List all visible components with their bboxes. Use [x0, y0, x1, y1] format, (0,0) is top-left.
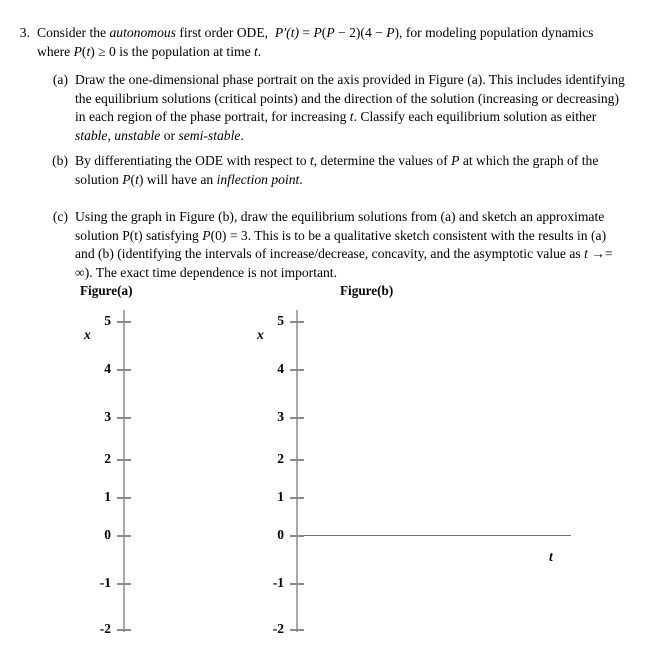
tick-label-b-3: 3: [277, 409, 284, 424]
tick-label-a-neg2: -2: [99, 621, 111, 636]
tick-mark-a-neg1: [117, 583, 131, 585]
tick-mark-b-1: [290, 497, 304, 499]
ode-equation: P′(t): [274, 25, 299, 40]
tick-mark-b-5: [290, 321, 304, 323]
problem-3-row: [14, 24, 626, 61]
tick-label-b-4: 4: [277, 361, 284, 376]
tick-mark-b-2: [290, 459, 304, 461]
tick-mark-b-4: [290, 369, 304, 371]
problem-part-b-row: [44, 152, 626, 189]
term-autonomous: autonomous: [109, 25, 176, 40]
tick-label-a-neg1: -1: [99, 575, 111, 590]
part-b-text: By differentiating the ODE with respect to t, determine the values of P at which the graph of the solution P(t) will have an inflection point.: [75, 153, 599, 187]
tick-mark-b-neg2: [290, 629, 304, 631]
tick-label-a-5: 5: [104, 313, 111, 328]
part-a-text: Draw the one-dimensional phase portrait on the axis provided in Figure (a). This includes identifying the equilibrium solutions (critical points) and the direction of the solution (increasing or decreasing) in each region of the phase portrait, for increasing t. Classify each equilibrium solution as either stable, unstable or semi-stable.: [75, 72, 625, 143]
part-c-text: Using the graph in Figure (b), draw the equilibrium solutions from (a) and sketch an approximate solution P(t) satisfying P(0) = 3. This is to be a qualitative sketch consistent with the results in (a) and (b) (identifying the intervals of increase/decrease, concavity, and the asymptotic value as t →= ∞). The exact time dependence is not important.: [75, 209, 613, 280]
horizontal-axis-line-b: [297, 535, 571, 536]
tick-mark-a-2: [117, 459, 131, 461]
tick-label-a-2: 2: [104, 451, 111, 466]
problem-part-c-row: [44, 208, 626, 282]
part-c-label: (c): [52, 209, 68, 224]
tick-label-b-5: 5: [277, 313, 284, 328]
tick-label-b-neg1: -1: [272, 575, 284, 590]
tick-label-b-2: 2: [277, 451, 284, 466]
tick-label-b-0: 0: [277, 527, 284, 542]
problem-number: 3.: [19, 25, 30, 40]
problem-part-a-row: [44, 71, 626, 145]
tick-label-a-3: 3: [104, 409, 111, 424]
figure-a-title: Figure(a): [80, 283, 133, 298]
tick-label-a-4: 4: [104, 361, 111, 376]
tick-label-a-0: 0: [104, 527, 111, 542]
tick-mark-a-1: [117, 497, 131, 499]
tick-mark-a-neg2: [117, 629, 131, 631]
tick-label-b-1: 1: [277, 489, 284, 504]
figure-b-axis: [173, 300, 553, 640]
tick-mark-b-neg1: [290, 583, 304, 585]
tick-mark-a-5: [117, 321, 131, 323]
tick-mark-a-0: [117, 535, 131, 537]
axis-label-x-b: x: [257, 327, 264, 342]
figure-b-title: Figure(b): [340, 283, 394, 298]
part-b-label: (b): [52, 153, 68, 168]
axis-label-t-b: t: [549, 549, 553, 564]
tick-mark-a-4: [117, 369, 131, 371]
axis-label-x-a: x: [84, 327, 91, 342]
part-a-label: (a): [52, 72, 68, 87]
tick-mark-a-3: [117, 417, 131, 419]
tick-label-b-neg2: -2: [272, 621, 284, 636]
tick-mark-b-0: [290, 535, 304, 537]
problem-statement: Consider the autonomous first order ODE, P′(t) = P(P − 2)(4 − P), for modeling population dynamics where P(t) ≥ 0 is the population at time t.: [37, 25, 594, 59]
tick-label-a-1: 1: [104, 489, 111, 504]
tick-mark-b-3: [290, 417, 304, 419]
